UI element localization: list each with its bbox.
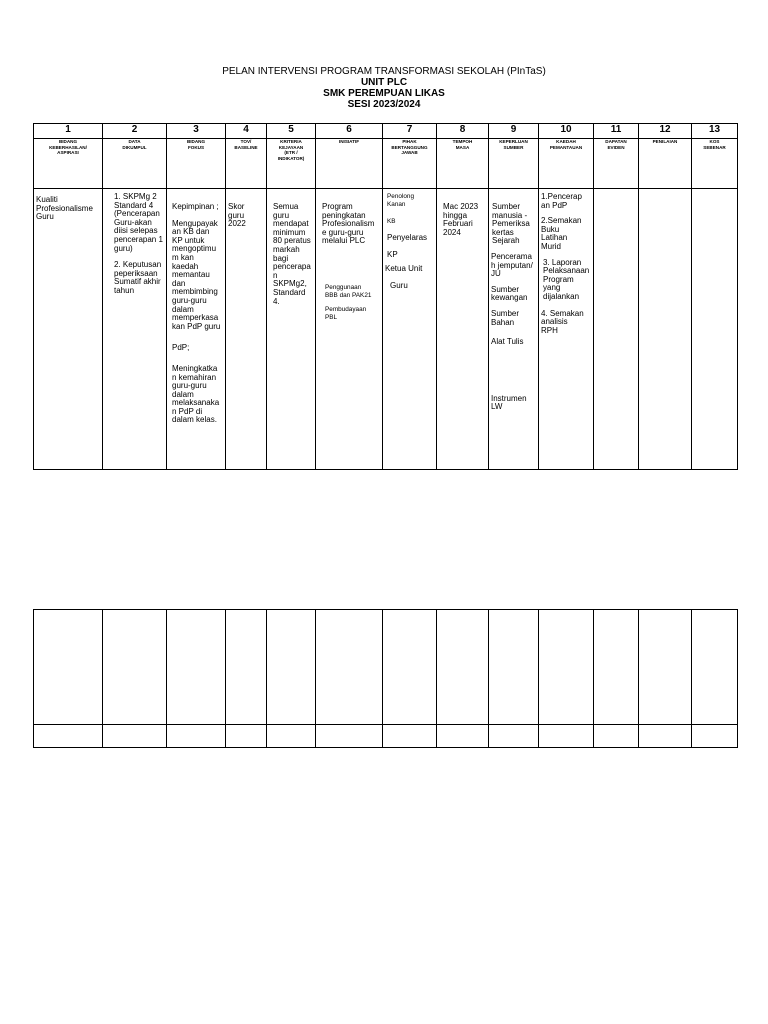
text-line: n [273, 270, 278, 280]
text-line: manusia - [492, 210, 528, 220]
title-line-2: UNIT PLC [360, 77, 408, 88]
text-line: SKPMg2, [273, 279, 307, 289]
empty-cell [34, 725, 103, 748]
text-line: Guru-akan [114, 217, 152, 227]
text-line: memperkasa [172, 313, 219, 323]
text-line: PBL [325, 313, 338, 321]
text-line: minimum [273, 227, 306, 237]
text-line: m kan [172, 252, 194, 262]
text-line: Buku [541, 224, 560, 234]
text-line: Sumatif akhir [114, 277, 161, 287]
text-line: 2. Keputusan [114, 260, 162, 270]
empty-cell [226, 725, 267, 748]
empty-cell [639, 610, 692, 725]
text-line: RPH [541, 325, 558, 335]
cell-kriteria-kejayaan [267, 189, 316, 470]
header-pihak-bertanggungjawab: PIHAK BERTANGGUNG JAWAB [383, 139, 437, 189]
cell-data-dikumpul [103, 189, 167, 470]
empty-cell [539, 725, 594, 748]
text-line: (Pencerapan [114, 209, 160, 219]
text-line: Meningkatka [172, 363, 218, 373]
empty-cell [639, 725, 692, 748]
cell-keperluan-sumber [489, 189, 539, 470]
text-line: Profesionalisme [36, 203, 93, 213]
table-row [34, 725, 738, 748]
empty-cell [167, 610, 226, 725]
empty-cell [383, 610, 437, 725]
text-line: Alat Tulis [491, 337, 524, 347]
empty-cell [437, 610, 489, 725]
header-kos-sebenar: KOS SEBENAR [692, 139, 738, 189]
text-line: guru [228, 210, 245, 220]
text-line: Guru [390, 280, 408, 290]
text-line: 4. [273, 296, 280, 306]
text-line: KB [387, 218, 396, 225]
empty-cell [316, 610, 383, 725]
empty-cell [437, 725, 489, 748]
header-dapatan-eviden: DAPATAN EVIDEN [594, 139, 639, 189]
text-line: h jemputan/ [491, 260, 533, 270]
empty-cell [167, 725, 226, 748]
text-line: e guru-guru [322, 227, 364, 237]
cell-kos-sebenar [692, 189, 738, 470]
text-line: an PdP [541, 200, 568, 210]
column-number: 5 [267, 124, 316, 139]
header-bidang-keberhasilan: BIDANG KEBERHASILAN/ ASPIRASI [34, 139, 103, 189]
text-line: Guru [36, 212, 54, 222]
empty-cell [489, 725, 539, 748]
cell-bidang-keberhasilan [34, 189, 103, 470]
text-line: Bahan [491, 317, 515, 327]
text-line: mengoptimu [172, 244, 217, 254]
text-line: Program [322, 202, 353, 211]
text-line: an KB dan [172, 227, 210, 237]
text-line: Pelaksanaan [543, 266, 590, 276]
text-line: Skor [228, 202, 245, 211]
text-line: guru-guru [172, 295, 207, 305]
text-line: dalam kelas. [172, 415, 217, 425]
text-line: Murid [541, 241, 562, 251]
header-bidang-fokus: BIDANG FOKUS [167, 139, 226, 189]
text-line: LW [491, 402, 503, 412]
text-line: diisi selepas [114, 226, 158, 236]
text-line: Mengupayak [172, 218, 218, 228]
text-line: Sumber [491, 284, 520, 294]
text-line: kan PdP guru [172, 321, 221, 331]
empty-cell [103, 610, 167, 725]
text-line: 4. Semakan [541, 308, 584, 318]
empty-cell [316, 725, 383, 748]
text-line: Kualiti [36, 195, 58, 204]
column-number: 13 [692, 124, 738, 139]
header-data-dikumpul: DATA DIKUMPUL [103, 139, 167, 189]
cell-tempoh-masa [437, 189, 489, 470]
document-title [0, 66, 768, 110]
column-number: 7 [383, 124, 437, 139]
text-line: dalam [172, 389, 194, 399]
text-line: Penggunaan [325, 283, 362, 291]
empty-cell [226, 610, 267, 725]
text-line: 2.Semakan [541, 216, 582, 226]
empty-cell [594, 610, 639, 725]
text-line: hingga [443, 210, 468, 220]
column-number: 8 [437, 124, 489, 139]
text-line: Penyelaras [387, 233, 428, 242]
text-line: analisis [541, 317, 568, 327]
text-line: Februari [443, 219, 473, 229]
text-line: guru [273, 210, 290, 220]
text-line: KP untuk [172, 235, 205, 245]
column-number: 6 [316, 124, 383, 139]
text-line: melaksanaka [172, 398, 220, 408]
text-line: Instrumen [491, 393, 527, 403]
text-line: kertas [492, 227, 514, 237]
blank-table [33, 609, 738, 748]
table-row [34, 189, 738, 470]
cell-pihak-bertanggungjawab [383, 189, 437, 470]
text-line: pencerapan 1 [114, 234, 163, 244]
header-keperluan-sumber: KEPERLUAN SUMBER [489, 139, 539, 189]
column-number: 4 [226, 124, 267, 139]
header-kaedah-pemantauan: KAEDAH PEMANTAUAN [539, 139, 594, 189]
text-line: Latihan [541, 233, 568, 243]
text-line: KP [387, 249, 398, 259]
column-number-row [34, 124, 738, 139]
text-line: 1.Pencerap [541, 192, 582, 201]
column-number: 11 [594, 124, 639, 139]
text-line: 1. SKPMg 2 [114, 192, 157, 201]
text-line: Penolong [387, 193, 415, 200]
text-line: peningkatan [322, 210, 366, 220]
header-penilaian: PENILAIAN [639, 139, 692, 189]
empty-cell [692, 725, 738, 748]
text-line: guru-guru [172, 381, 207, 391]
column-number: 12 [639, 124, 692, 139]
intervention-plan-table [33, 123, 738, 470]
text-line: melalui PLC [322, 236, 366, 246]
table-row [34, 610, 738, 725]
text-line: markah [273, 244, 300, 254]
text-line: tahun [114, 285, 135, 295]
column-header-row [34, 139, 738, 189]
text-line: 2022 [228, 219, 246, 229]
empty-cell [267, 725, 316, 748]
text-line: yang [543, 283, 561, 293]
text-line: JU [491, 269, 501, 279]
cell-tov-baseline [226, 189, 267, 470]
cell-kaedah-pemantauan [539, 189, 594, 470]
text-line: Pembudayaan [325, 305, 367, 313]
text-line: Pemeriksa [492, 219, 530, 229]
text-line: PdP; [172, 343, 190, 353]
text-line: Ketua Unit [385, 264, 423, 274]
text-line: memantau [172, 270, 210, 280]
text-line: Sejarah [492, 236, 520, 246]
header-inisiatif: INISIATIF [316, 139, 383, 189]
empty-cell [34, 610, 103, 725]
header-tov-baseline: TOV/ BASELINE [226, 139, 267, 189]
text-line: dan [172, 278, 186, 288]
text-line: Semua [273, 202, 299, 211]
text-line: n kemahiran [172, 372, 217, 382]
cell-bidang-fokus [167, 189, 226, 470]
empty-cell [489, 610, 539, 725]
text-line: Sumber [491, 308, 520, 318]
column-number: 9 [489, 124, 539, 139]
text-line: kaedah [172, 261, 199, 271]
empty-cell [594, 725, 639, 748]
title-line-4: SESI 2023/2024 [347, 99, 421, 110]
text-line: Kanan [387, 201, 406, 208]
text-line: pencerapa [273, 262, 311, 272]
text-line: Standard [273, 287, 306, 297]
text-line: 3. Laporan [543, 257, 582, 267]
text-line: Program [543, 274, 574, 284]
text-line: guru) [114, 243, 133, 253]
header-tempoh-masa: TEMPOH MASA [437, 139, 489, 189]
text-line: dalam [172, 304, 194, 314]
text-line: 2024 [443, 227, 461, 237]
text-line: mendapat [273, 219, 309, 229]
empty-cell [103, 725, 167, 748]
title-line-1: PELAN INTERVENSI PROGRAM TRANSFORMASI SEKOLAH (PInTaS) [222, 66, 546, 77]
title-line-3: SMK PEREMPUAN LIKAS [323, 88, 445, 99]
cell-inisiatif [316, 189, 383, 470]
cell-dapatan-eviden [594, 189, 639, 470]
text-line: dijalankan [543, 291, 580, 301]
text-line: n PdP di [172, 406, 203, 416]
empty-cell [539, 610, 594, 725]
column-number: 1 [34, 124, 103, 139]
text-line: Profesionalism [322, 219, 375, 229]
text-line: Mac 2023 [443, 202, 479, 211]
text-line: BBB dan PAK21 [325, 291, 372, 299]
empty-cell [383, 725, 437, 748]
header-kriteria-kejayaan: KRITERIA KEJAYAAN (ETR / INDIKATOR) [267, 139, 316, 189]
text-line: Pencerama [491, 251, 532, 261]
column-number: 2 [103, 124, 167, 139]
text-line: peperiksaan [114, 268, 158, 278]
empty-cell [267, 610, 316, 725]
text-line: 80 peratus [273, 236, 311, 246]
text-line: Sumber [492, 202, 521, 211]
text-line: Kepimpinan ; [172, 202, 219, 211]
text-line: kewangan [491, 293, 528, 303]
text-line: bagi [273, 253, 289, 263]
empty-cell [692, 610, 738, 725]
column-number: 3 [167, 124, 226, 139]
text-line: Standard 4 [114, 200, 154, 210]
column-number: 10 [539, 124, 594, 139]
text-line: membimbing [172, 287, 218, 297]
cell-penilaian [639, 189, 692, 470]
